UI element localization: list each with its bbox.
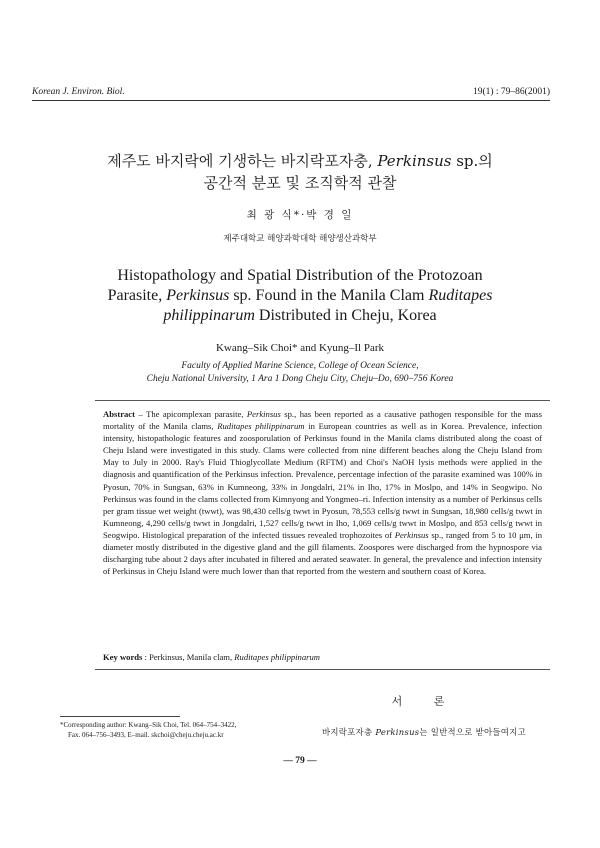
english-title-line-2: Parasite, Perkinsus sp. Found in the Manila Clam Ruditapes bbox=[107, 287, 493, 304]
introduction-first-line: 바지락포자충 Perkinsus는 일반적으로 받아들여지고 bbox=[322, 727, 526, 737]
keywords: Key words : Perkinsus, Manila clam, Ruditapes philippinarum bbox=[103, 652, 320, 662]
korean-title-line-1: 제주도 바지락에 기생하는 바지락포자충, Perkinsus sp.의 bbox=[107, 152, 493, 170]
english-title-line-1: Histopathology and Spatial Distribution of the Protozoan bbox=[117, 267, 483, 284]
running-head bbox=[32, 87, 550, 97]
abstract: Abstract – The apicomplexan parasite, Perkinsus sp., has been reported as a causative pathogen responsible for the mass mortality of the Manila clams, Ruditapes philippinarum in European countries as well as in Korea. Prevalence, infection intensity, histopathologic features and zoosporulation of Perkinsus found in the Manila clams distributed along the coast of Cheju Island were investigated in this study. Clams were collected from nine different beaches along the Cheju Island from May to July in 2000. Ray's Fluid Thioglycollate Medium (RFTM) and Choi's NaOH lysis methods were applied in the diagnosis and quantification of the Perkinsus infection. Prevalence, percentage infection of the parasite examined was 100% in Pyosun, 70% in Sungsan, 63% in Kumneong, 33% in Jongdalri, 21% in Iho, 17% in Moslpo, and 14% in Seogwipo. No Perkinsus was found in the clams collected from Kimnyong and Yongmeo–ri. Infection intensity as a number of Perkinsus cells per gram tissue wet weight (twwt), was 98,430 cells/g twwt in Pyosun, 78,553 cells/g twwt in Sungsan, 18,980 cells/g twwt in Kumneong, 4,290 cells/g twwt in Jongdalri, 1,527 cells/g twwt in Iho, 1,069 cells/g twwt in Moslpo, and 853 cells/g twwt in Seogwipo. Histological preparation of the infected tissues revealed trophozoites of Perkinsus sp., ranged from 5 to 10 μm, in diameter mostly distributed in the digestive gland and the gill filaments. Zoospores were discharged from the hypnospore via discharging tube about 2 days after incubated in filtered and aerated seawater. In general, the prevalence and infection intensity of Perkinsus in Cheju Island were much lower than that reported from the western and southern coast of Korea. bbox=[103, 409, 542, 577]
korean-affiliation: 제주대학교 해양과학대학 해양생산과학부 bbox=[223, 234, 377, 244]
citation: 19(1) : 79–86(2001) bbox=[472, 87, 550, 97]
keywords-label: Key words bbox=[103, 652, 143, 662]
journal-name: Korean J. Environ. Biol. bbox=[32, 87, 125, 97]
keywords-bottom-rule bbox=[95, 669, 550, 670]
korean-title bbox=[80, 150, 520, 194]
english-title-line-3: philippinarum Distributed in Cheju, Korea bbox=[163, 307, 437, 324]
abstract-top-rule bbox=[95, 400, 550, 401]
english-affiliation: Faculty of Applied Marine Science, College of Ocean Science, Cheju National University, 1 Ara 1 Dong Cheju City, Cheju–Do, 690–756 Korea bbox=[146, 361, 454, 384]
section-heading-introduction: 서 론 bbox=[391, 695, 459, 708]
footnote-rule bbox=[60, 716, 180, 717]
abstract-label: Abstract bbox=[103, 409, 135, 419]
header-rule bbox=[32, 100, 550, 101]
english-authors: Kwang–Sik Choi* and Kyung–Il Park bbox=[215, 342, 385, 354]
korean-authors: 최 광 식*·박 경 일 bbox=[246, 209, 354, 221]
page-number: — 79 — bbox=[283, 756, 317, 766]
english-title bbox=[60, 266, 540, 326]
corresponding-author-footnote: *Corresponding author: Kwang–Sik Choi, Tel. 064–754–3422, Fax. 064–756–3493, E–mail. skchoi@cheju.cheju.ac.kr bbox=[60, 721, 237, 739]
korean-title-line-2: 공간적 분포 및 조직학적 관찰 bbox=[203, 174, 397, 192]
